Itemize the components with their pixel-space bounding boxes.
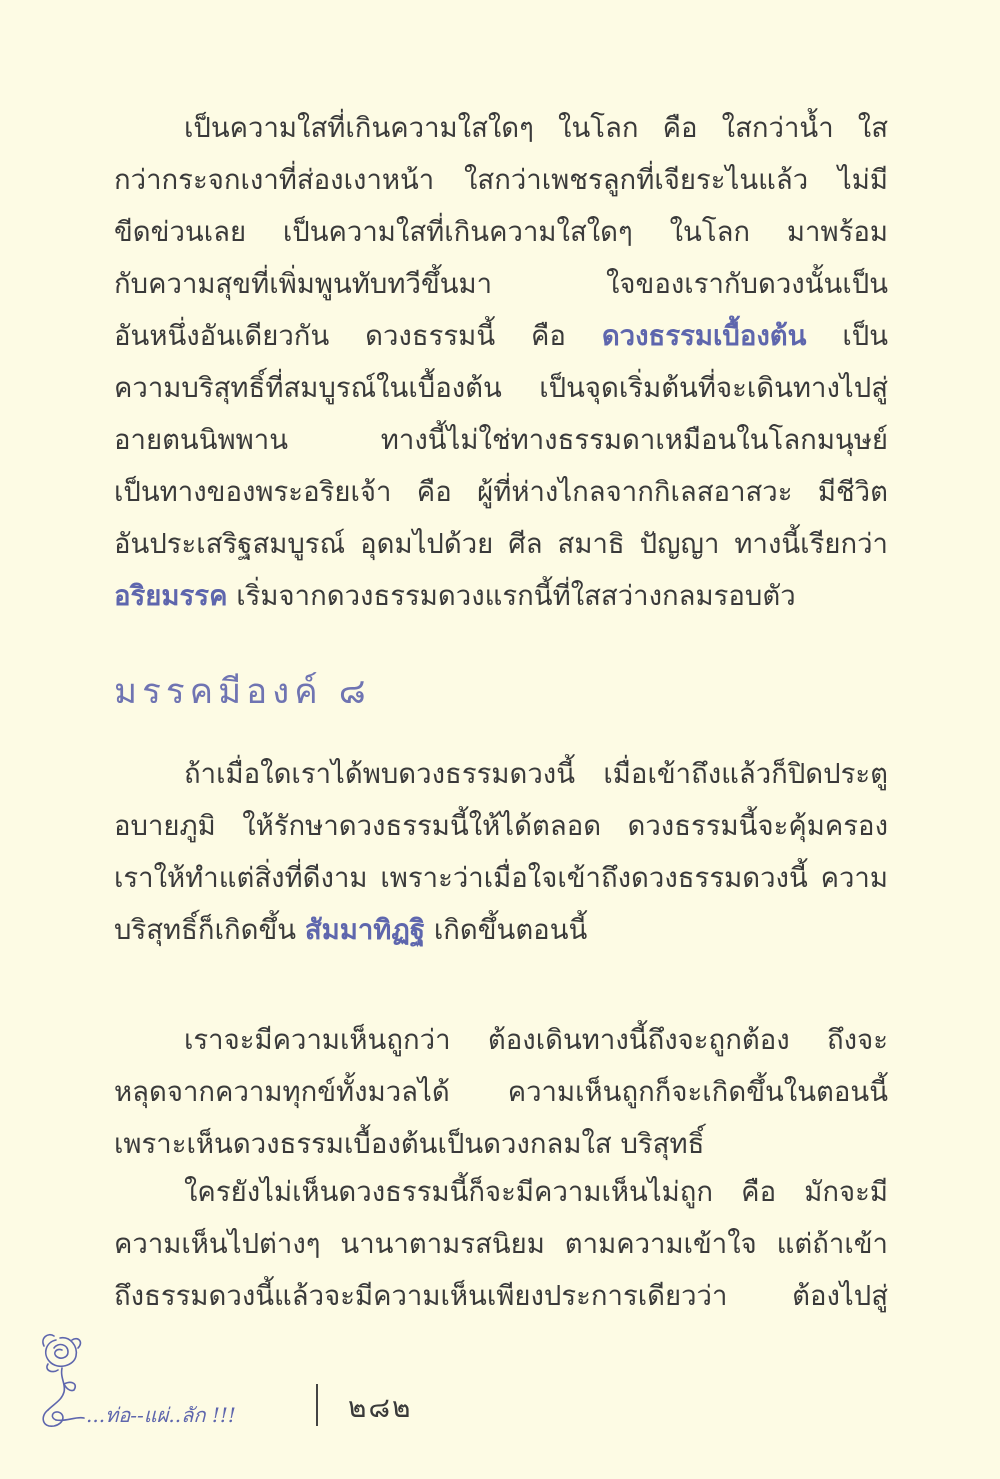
paragraph-4	[114, 1166, 888, 1322]
text-line	[114, 310, 888, 362]
highlighted-term: ดวงธรรมเบื้องต้น	[601, 320, 807, 352]
text-line: เป็นความใสที่เกินความใสใดๆ ในโลก คือ ใสกว่าน้ำ ใส	[184, 112, 888, 144]
page-number: ๒๘๒	[348, 1391, 413, 1424]
text-line: ถ้าเมื่อใดเราได้พบดวงธรรมดวงนี้ เมื่อเข้าถึงแล้วก็ปิดประตู	[184, 758, 888, 790]
text-line: ความบริสุทธิ์ที่สมบูรณ์ในเบื้องต้น เป็นจุดเริ่มต้นที่จะเดินทางไปสู่	[114, 372, 888, 404]
highlighted-term: สัมมาทิฏฐิ	[304, 914, 426, 946]
text-line: อายตนนิพพาน ทางนี้ไม่ใช่ทางธรรมดาเหมือนในโลกมนุษย์	[114, 424, 888, 456]
highlighted-term: อริยมรรค	[114, 580, 228, 612]
text-segment: อันหนึ่งอันเดียวกัน ดวงธรรมนี้ คือ	[114, 320, 602, 352]
text-line	[114, 904, 888, 956]
text-line: กับความสุขที่เพิ่มพูนทับทวีขึ้นมา ใจของเรากับดวงนั้นเป็น	[114, 268, 888, 300]
text-segment: บริสุทธิ์ก็เกิดขึ้น	[114, 914, 305, 946]
text-line: ขีดข่วนเลย เป็นความใสที่เกินความใสใดๆ ในโลก มาพร้อม	[114, 216, 888, 248]
signature-text: ...ท่อ--แผ่..ลัก !!!	[86, 1403, 236, 1427]
paragraph-1	[114, 102, 888, 622]
section-heading: มรรคมีองค์ ๘	[114, 672, 371, 712]
text-line: ถึงธรรมดวงนี้แล้วจะมีความเห็นเพียงประการเดียวว่า ต้องไปสู่	[114, 1280, 888, 1312]
text-line: เราให้ทำแต่สิ่งที่ดีงาม เพราะว่าเมื่อใจเข้าถึงดวงธรรมดวงนี้ ความ	[114, 862, 888, 894]
text-segment: เป็น	[806, 320, 888, 352]
rose-signature-logo	[36, 1326, 296, 1436]
text-line: กว่ากระจกเงาที่ส่องเงาหน้า ใสกว่าเพชรลูกที่เจียระไนแล้ว ไม่มี	[114, 164, 888, 196]
page-footer	[0, 1320, 1000, 1440]
text-line: ใครยังไม่เห็นดวงธรรมนี้ก็จะมีความเห็นไม่ถูก คือ มักจะมี	[184, 1176, 888, 1208]
text-line: เป็นทางของพระอริยเจ้า คือ ผู้ที่ห่างไกลจากกิเลสอาสวะ มีชีวิต	[114, 476, 888, 508]
text-line: ความเห็นไปต่างๆ นานาตามรสนิยม ตามความเข้าใจ แต่ถ้าเข้า	[114, 1228, 888, 1260]
paragraph-2	[114, 748, 888, 956]
text-line: หลุดจากความทุกข์ทั้งมวลได้ ความเห็นถูกก็จะเกิดขึ้นในตอนนี้	[114, 1076, 888, 1108]
paragraph-3	[114, 1014, 888, 1170]
text-segment: เกิดขึ้นตอนนี้	[425, 914, 588, 946]
text-line	[114, 570, 888, 622]
text-line: อบายภูมิ ให้รักษาดวงธรรมนี้ให้ได้ตลอด ดวงธรรมนี้จะคุ้มครอง	[114, 810, 888, 842]
text-segment: เริ่มจากดวงธรรมดวงแรกนี้ที่ใสสว่างกลมรอบตัว	[227, 580, 796, 612]
text-line: เพราะเห็นดวงธรรมเบื้องต้นเป็นดวงกลมใส บริสุทธิ์	[114, 1128, 705, 1160]
text-line: เราจะมีความเห็นถูกว่า ต้องเดินทางนี้ถึงจะถูกต้อง ถึงจะ	[184, 1024, 888, 1056]
text-line: อันประเสริฐสมบูรณ์ อุดมไปด้วย ศีล สมาธิ ปัญญา ทางนี้เรียกว่า	[114, 528, 888, 560]
footer-divider	[316, 1384, 318, 1426]
